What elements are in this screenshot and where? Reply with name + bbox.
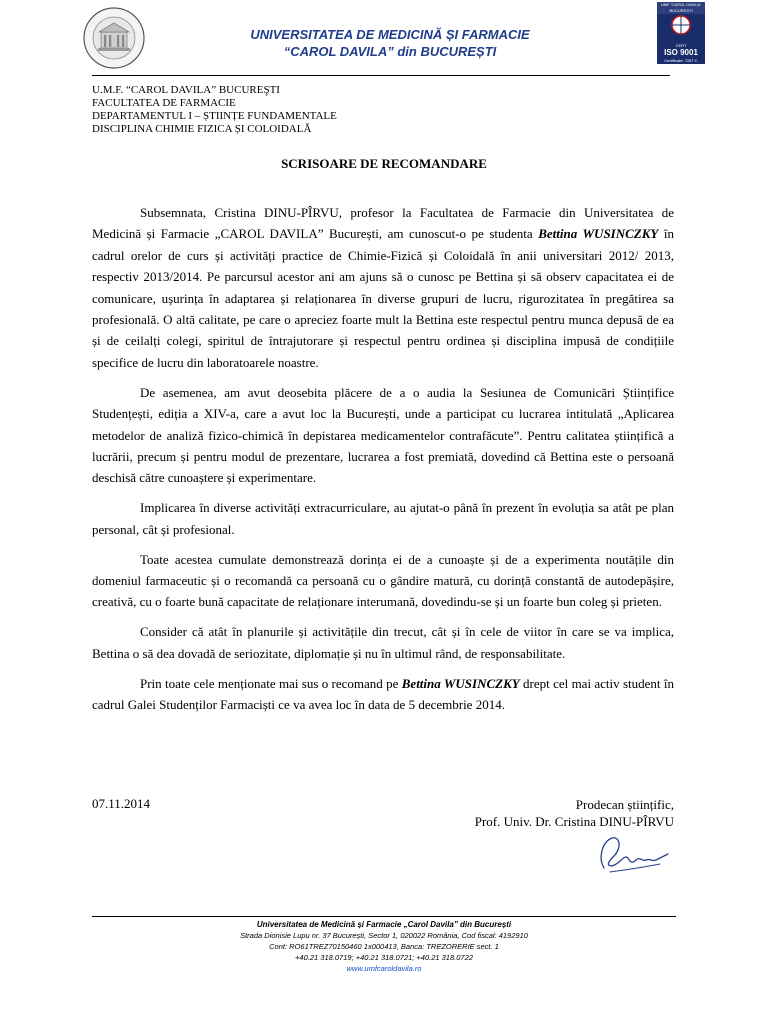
paragraph-5: Consider că atât în planurile și activitățile din trecut, cât și în cele de viitor în care se va implica, Bettina o să dea dovadă de seriozitate, diplomație și nu în ultimul rând, de responsabilitate.	[92, 624, 674, 661]
paragraph-3: Implicarea în diverse activități extracurriculare, au ajutat-o până în prezent în evoluția sa atât pe plan personal, cât și profesional.	[92, 500, 674, 537]
signature-block	[400, 796, 674, 830]
footer-bank-account: Cont: RO61TREZ70150460 1x000413, Banca: TREZORERIE sect. 1	[269, 942, 499, 951]
cert-globe-icon	[666, 14, 696, 36]
header-line-1: UNIVERSITATEA DE MEDICINĂ ȘI FARMACIE	[250, 27, 530, 42]
paragraph-4: Toate acestea cumulate demonstrează dorința ei de a cunoaște și de a experimenta noutățile din domeniul farmaceutic și o recomandă ca persoană cu o gândire matură, cu dorință constantă de autodepășire, creativă, cu o foarte bună capacitate de relaționare interumană, dovedindu-se și un foarte bun coleg și prieten.	[92, 551, 674, 610]
paragraph-6: Prin toate cele menționate mai sus o recomand pe Bettina WUSINCZKY drept cel mai activ student în cadrul Galei Studenților Farmaciști ce va avea loc în data de 5 decembrie 2014.	[92, 675, 674, 713]
signatory-role: Prodecan științific,	[575, 797, 674, 812]
dept-line-1: U.M.F. “CAROL DAVILA” BUCUREŞTI	[92, 84, 280, 96]
university-seal-logo	[76, 6, 152, 70]
dept-line-3: DEPARTAMENTUL I – ȘTIINȚE FUNDAMENTALE	[92, 110, 337, 122]
student-name: Bettina WUSINCZKY	[538, 226, 659, 242]
footer-institution: Universitatea de Medicină și Farmacie „Carol Davila” din București	[256, 920, 512, 929]
footer-address: Strada Dionisie Lupu nr. 37 București, Sector 1, 020022 România, Cod fiscal: 4192910	[240, 931, 528, 940]
department-block	[92, 84, 337, 136]
paragraph-1: Subsemnata, Cristina DINU-PÎRVU, profesor la Facultatea de Farmacie din Universitatea de Medicină și Farmacie „CAROL DAVILA” București, am cunoscut-o pe studenta Bettina WUSINCZKY în cadrul orelor de curs și activități practice de Chimie-Fizică și Coloidală în anii universitari 2012/ 2013, respectiv 2013/2014. Pe parcursul acestor ani am ajuns să o cunosc pe Bettina și să observ capacitatea ei de comunicare, ușurința în adaptarea și relaționarea în diverse grupuri de lucru, rigurozitatea în pregătirea sa profesională. O altă calitate, pe care o apreciez foarte mult la Bettina este respectul pentru munca depusă de ea și de ceilalți colegi, spiritul de întrajutorare și respectul pentru ordinea și disciplina impusă de condițiile specifice de lucru din laboratoarele noastre.	[92, 205, 674, 370]
footer-divider	[92, 916, 676, 917]
footer-phones: +40.21 318.0719; +40.21 318.0721; +40.21 318.0722	[295, 953, 473, 962]
student-name: Bettina WUSINCZKY	[401, 675, 520, 691]
dept-line-4: DISCIPLINA CHIMIE FIZICA ȘI COLOIDALĂ	[92, 123, 312, 135]
iso-certification-badge	[657, 2, 705, 64]
letter-body	[92, 202, 674, 724]
footer	[92, 919, 676, 974]
iso-certificate-number: Certificate: 7267 C	[664, 58, 698, 63]
iso-badge-cert: CERT	[675, 43, 687, 48]
handwritten-signature	[590, 828, 680, 880]
footer-website-link[interactable]: www.umfcaroldavila.ro	[346, 964, 422, 973]
iso-standard: ISO 9001	[664, 48, 698, 57]
header-line-2: “CAROL DAVILA” din BUCUREȘTI	[283, 44, 497, 59]
letter-date: 07.11.2014	[92, 796, 151, 811]
document-title: SCRISOARE DE RECOMANDARE	[281, 156, 487, 171]
iso-badge-header: UMF 'CAROL DAVILA' BUCUREȘTI	[657, 2, 705, 14]
signatory-name: Prof. Univ. Dr. Cristina DINU-PÎRVU	[474, 814, 674, 829]
dept-line-2: FACULTATEA DE FARMACIE	[92, 97, 236, 109]
university-header	[150, 26, 630, 60]
header-divider	[92, 75, 670, 76]
paragraph-2: De asemenea, am avut deosebita plăcere de a o audia la Sesiunea de Comunicări Științifice Studențești, ediția a XIV-a, care a avut loc la București, unde a participat cu lucrarea intitulată „Aplicarea metodelor de analiză fizico-chimică în depistarea medicamentelor contrafăcute”. Pentru calitatea științifică a lucrării, precum și pentru modul de prezentare, lucrarea a fost premiată, dovedind că Bettina este o persoană deschisă către cunoaștere și experimentare.	[92, 384, 674, 486]
